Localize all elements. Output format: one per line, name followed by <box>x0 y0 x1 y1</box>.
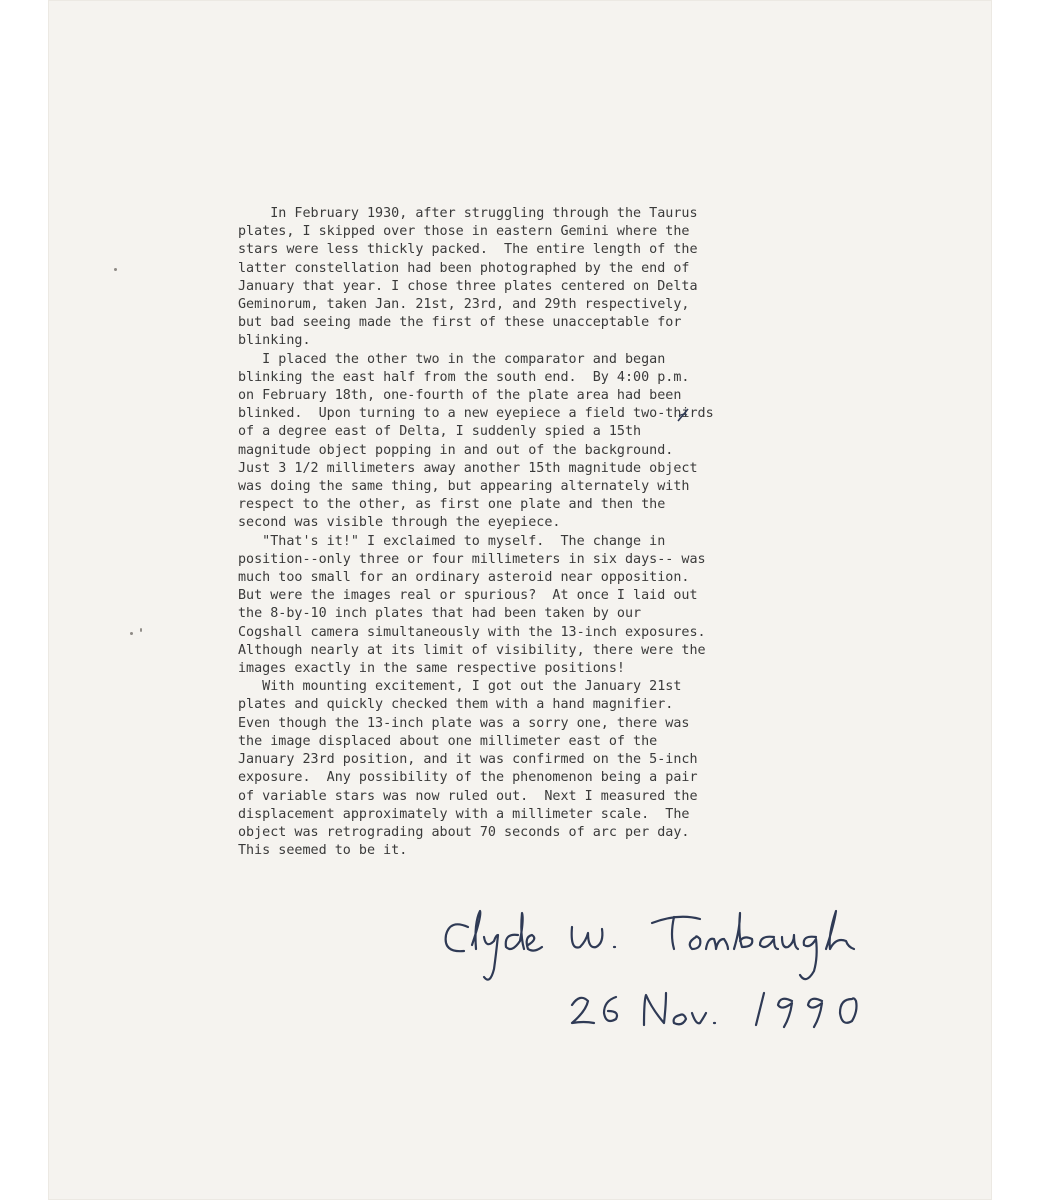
letter-line: "That's it!" I exclaimed to myself. The change in <box>238 533 666 549</box>
letter-line: exposure. Any possibility of the phenomenon being a pair <box>238 770 698 786</box>
letter-line: blinking the east half from the south end. By 4:00 p.m. <box>238 369 690 385</box>
letter-line: images exactly in the same respective positions! <box>238 661 625 677</box>
letter-line: displacement approximately with a millimeter scale. The <box>238 806 690 822</box>
letter-line: much too small for an ordinary asteroid near opposition. <box>238 570 690 586</box>
letter-line: magnitude object popping in and out of the background. <box>238 442 674 458</box>
handwritten-signature <box>438 905 908 1055</box>
letter-line: I placed the other two in the comparator and began <box>238 351 666 367</box>
letter-line: Although nearly at its limit of visibility, there were the <box>238 642 706 658</box>
letter-line: blinked. Upon turning to a new eyepiece a field two-thirds <box>238 406 714 422</box>
letter-sheet <box>48 0 992 1200</box>
letter-line: of variable stars was now ruled out. Next I measured the <box>238 788 698 804</box>
letter-line: Geminorum, taken Jan. 21st, 23rd, and 29th respectively, <box>238 297 690 313</box>
letter-line: blinking. <box>238 333 311 349</box>
letter-line: stars were less thickly packed. The entire length of the <box>238 242 698 258</box>
letter-line: on February 18th, one-fourth of the plate area had been <box>238 388 682 404</box>
letter-line: Cogshall camera simultaneously with the 13-inch exposures. <box>238 624 706 640</box>
letter-line: But were the images real or spurious? At once I laid out <box>238 588 698 604</box>
letter-body <box>238 205 898 860</box>
paper-speck <box>114 268 117 271</box>
letter-line: object was retrograding about 70 seconds of arc per day. <box>238 824 690 840</box>
letter-line: January that year. I chose three plates centered on Delta <box>238 278 698 294</box>
paper-speck <box>130 632 133 635</box>
letter-line: With mounting excitement, I got out the January 21st <box>238 679 682 695</box>
letter-line: Just 3 1/2 millimeters away another 15th magnitude object <box>238 460 698 476</box>
letter-line: January 23rd position, and it was confirmed on the 5-inch <box>238 752 698 768</box>
letter-line: second was visible through the eyepiece. <box>238 515 561 531</box>
handwritten-correction-mark <box>676 407 690 423</box>
letter-line: the 8-by-10 inch plates that had been taken by our <box>238 606 642 622</box>
letter-line: This seemed to be it. <box>238 843 408 859</box>
letter-line: the image displaced about one millimeter east of the <box>238 733 658 749</box>
letter-line: respect to the other, as first one plate and then the <box>238 497 666 513</box>
letter-line: plates and quickly checked them with a hand magnifier. <box>238 697 674 713</box>
letter-line: but bad seeing made the first of these unacceptable for <box>238 315 682 331</box>
letter-line: latter constellation had been photographed by the end of <box>238 260 690 276</box>
letter-line: of a degree east of Delta, I suddenly spied a 15th <box>238 424 642 440</box>
letter-line: was doing the same thing, but appearing alternately with <box>238 479 690 495</box>
letter-line: In February 1930, after struggling through the Taurus <box>238 206 698 221</box>
letter-line: Even though the 13-inch plate was a sorry one, there was <box>238 715 690 731</box>
paper-speck <box>140 628 142 632</box>
letter-line: position--only three or four millimeters in six days-- was <box>238 551 706 567</box>
letter-line: plates, I skipped over those in eastern Gemini where the <box>238 224 690 240</box>
